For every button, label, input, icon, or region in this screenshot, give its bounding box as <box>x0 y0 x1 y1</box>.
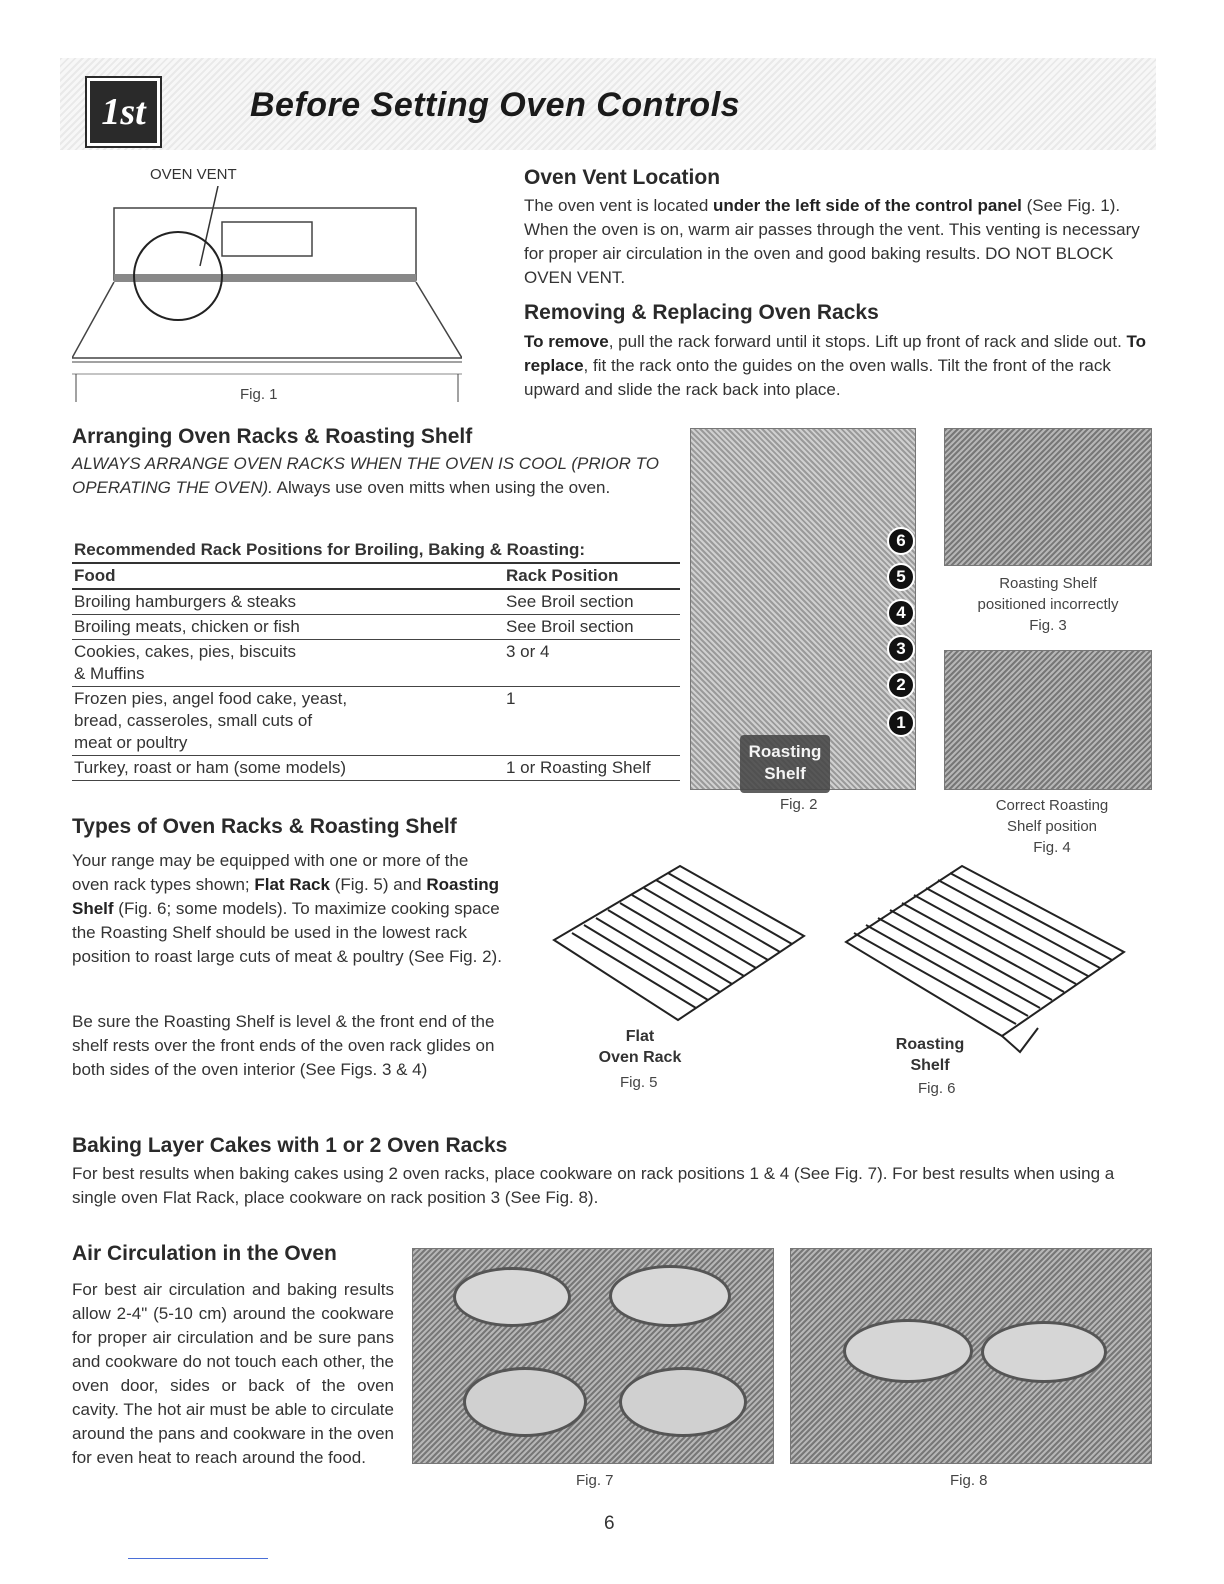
rack-number-badge: 1 <box>887 709 915 737</box>
rack-number-badge: 5 <box>887 563 915 591</box>
food-cell: Broiling hamburgers & steaks <box>72 589 504 615</box>
fig5-caption: Fig. 5 <box>620 1074 658 1091</box>
cake-pan <box>981 1321 1107 1383</box>
fig8-photo <box>790 1248 1152 1464</box>
removing-racks-text: To remove, pull the rack forward until it stops. Lift up front of rack and slide out. To replace, fit the rack onto the guides on the oven walls. Tilt the front of the rack upward and slide the rack back into place. <box>524 332 1147 399</box>
removing-racks-heading: Removing & Replacing Oven Racks <box>524 301 879 324</box>
col-rack-position: Rack Position <box>504 563 680 589</box>
position-cell: See Broil section <box>504 589 680 615</box>
table-header-row <box>72 563 680 589</box>
cake-pan <box>609 1265 731 1327</box>
fig6-caption: Fig. 6 <box>918 1080 956 1097</box>
fig1-vent-label: OVEN VENT <box>150 166 237 183</box>
fig6-roasting-shelf-drawing <box>842 860 1132 1060</box>
section-badge: 1st <box>87 78 160 146</box>
types-heading: Types of Oven Racks & Roasting Shelf <box>72 815 457 838</box>
arranging-text: ALWAYS ARRANGE OVEN RACKS WHEN THE OVEN IS COOL (PRIOR TO OPERATING THE OVEN). Always use oven mitts when using the oven. <box>72 454 659 497</box>
col-food: Food <box>72 563 504 589</box>
fig4-photo <box>944 650 1152 790</box>
fig1-range-drawing <box>72 186 462 402</box>
rack-number-badge: 4 <box>887 599 915 627</box>
types-text-2: Be sure the Roasting Shelf is level & the front end of the shelf rests over the front ends of the oven rack glides on both sides of the oven interior (See Figs. 3 & 4) <box>72 1012 495 1079</box>
rack-number-badge: 3 <box>887 635 915 663</box>
oven-vent-text: The oven vent is located under the left side of the control panel (See Fig. 1). When the oven is on, warm air passes through the vent. This venting is necessary for proper air circulation in the oven and good baking results. DO NOT BLOCK OVEN VENT. <box>524 196 1140 287</box>
arranging-heading: Arranging Oven Racks & Roasting Shelf <box>72 425 473 448</box>
oven-vent-heading: Oven Vent Location <box>524 166 721 189</box>
position-cell: 1 <box>504 687 680 756</box>
rack-number-badge: 6 <box>887 527 915 555</box>
table-row <box>72 756 680 781</box>
cake-pan <box>619 1367 747 1437</box>
food-cell: Broiling meats, chicken or fish <box>72 615 504 640</box>
rack-position-table <box>72 562 680 781</box>
fig7-caption: Fig. 7 <box>576 1472 614 1489</box>
table-row <box>72 615 680 640</box>
fig4-caption: Correct Roasting Shelf position Fig. 4 <box>995 797 1109 856</box>
position-cell: 1 or Roasting Shelf <box>504 756 680 781</box>
fig5-label: Flat Oven Rack <box>598 1028 682 1066</box>
cake-pan <box>463 1367 587 1437</box>
table-row <box>72 589 680 615</box>
air-circulation-text: For best air circulation and baking results allow 2-4" (5-10 cm) around the cookware for proper air circulation and be sure pans and cookware do not touch each other, the oven door, sides or back of the oven cavity. The hot air must be able to circulate around the pans and cookware in the oven for even heat to reach around the food. <box>72 1280 394 1467</box>
types-text-1: Your range may be equipped with one or more of the oven rack types shown; Flat Rack (Fig. 5) and Roasting Shelf (Fig. 6; some models). To maximize cooking space the Roasting Shelf should be used in the lowest rack position to roast large cuts of meat & poultry (See Fig. 2). <box>72 851 502 966</box>
cake-pan <box>843 1319 973 1383</box>
table-row <box>72 687 680 756</box>
page-number: 6 <box>604 1513 615 1534</box>
cake-pan <box>453 1267 571 1327</box>
footer-link-line <box>128 1558 268 1559</box>
roasting-shelf-overlay-label: Roasting Shelf <box>740 735 830 793</box>
fig7-photo <box>412 1248 774 1464</box>
rack-number-badge: 2 <box>887 671 915 699</box>
rack-table-title: Recommended Rack Positions for Broiling, Baking & Roasting: <box>74 540 586 559</box>
layer-cakes-heading: Baking Layer Cakes with 1 or 2 Oven Racks <box>72 1134 508 1157</box>
position-cell: See Broil section <box>504 615 680 640</box>
food-cell: Cookies, cakes, pies, biscuits & Muffins <box>72 640 504 687</box>
fig5-flat-rack-drawing <box>548 860 810 1032</box>
table-row <box>72 640 680 687</box>
position-cell: 3 or 4 <box>504 640 680 687</box>
fig1-caption: Fig. 1 <box>240 386 278 403</box>
fig8-caption: Fig. 8 <box>950 1472 988 1489</box>
fig3-photo <box>944 428 1152 566</box>
air-circulation-heading: Air Circulation in the Oven <box>72 1242 337 1265</box>
fig6-label: Roasting Shelf <box>895 1036 965 1074</box>
food-cell: Turkey, roast or ham (some models) <box>72 756 504 781</box>
food-cell: Frozen pies, angel food cake, yeast, bread, casseroles, small cuts of meat or poultry <box>72 687 504 756</box>
fig2-caption: Fig. 2 <box>780 796 818 813</box>
layer-cakes-text: For best results when baking cakes using 2 oven racks, place cookware on rack positions 1 & 4 (See Fig. 7). For best results when using a single oven Flat Rack, place cookware on rack position 3 (See Fig. 8). <box>72 1164 1115 1207</box>
fig3-caption: Roasting Shelf positioned incorrectly Fig. 3 <box>977 575 1119 634</box>
page-title: Before Setting Oven Controls <box>250 86 741 124</box>
